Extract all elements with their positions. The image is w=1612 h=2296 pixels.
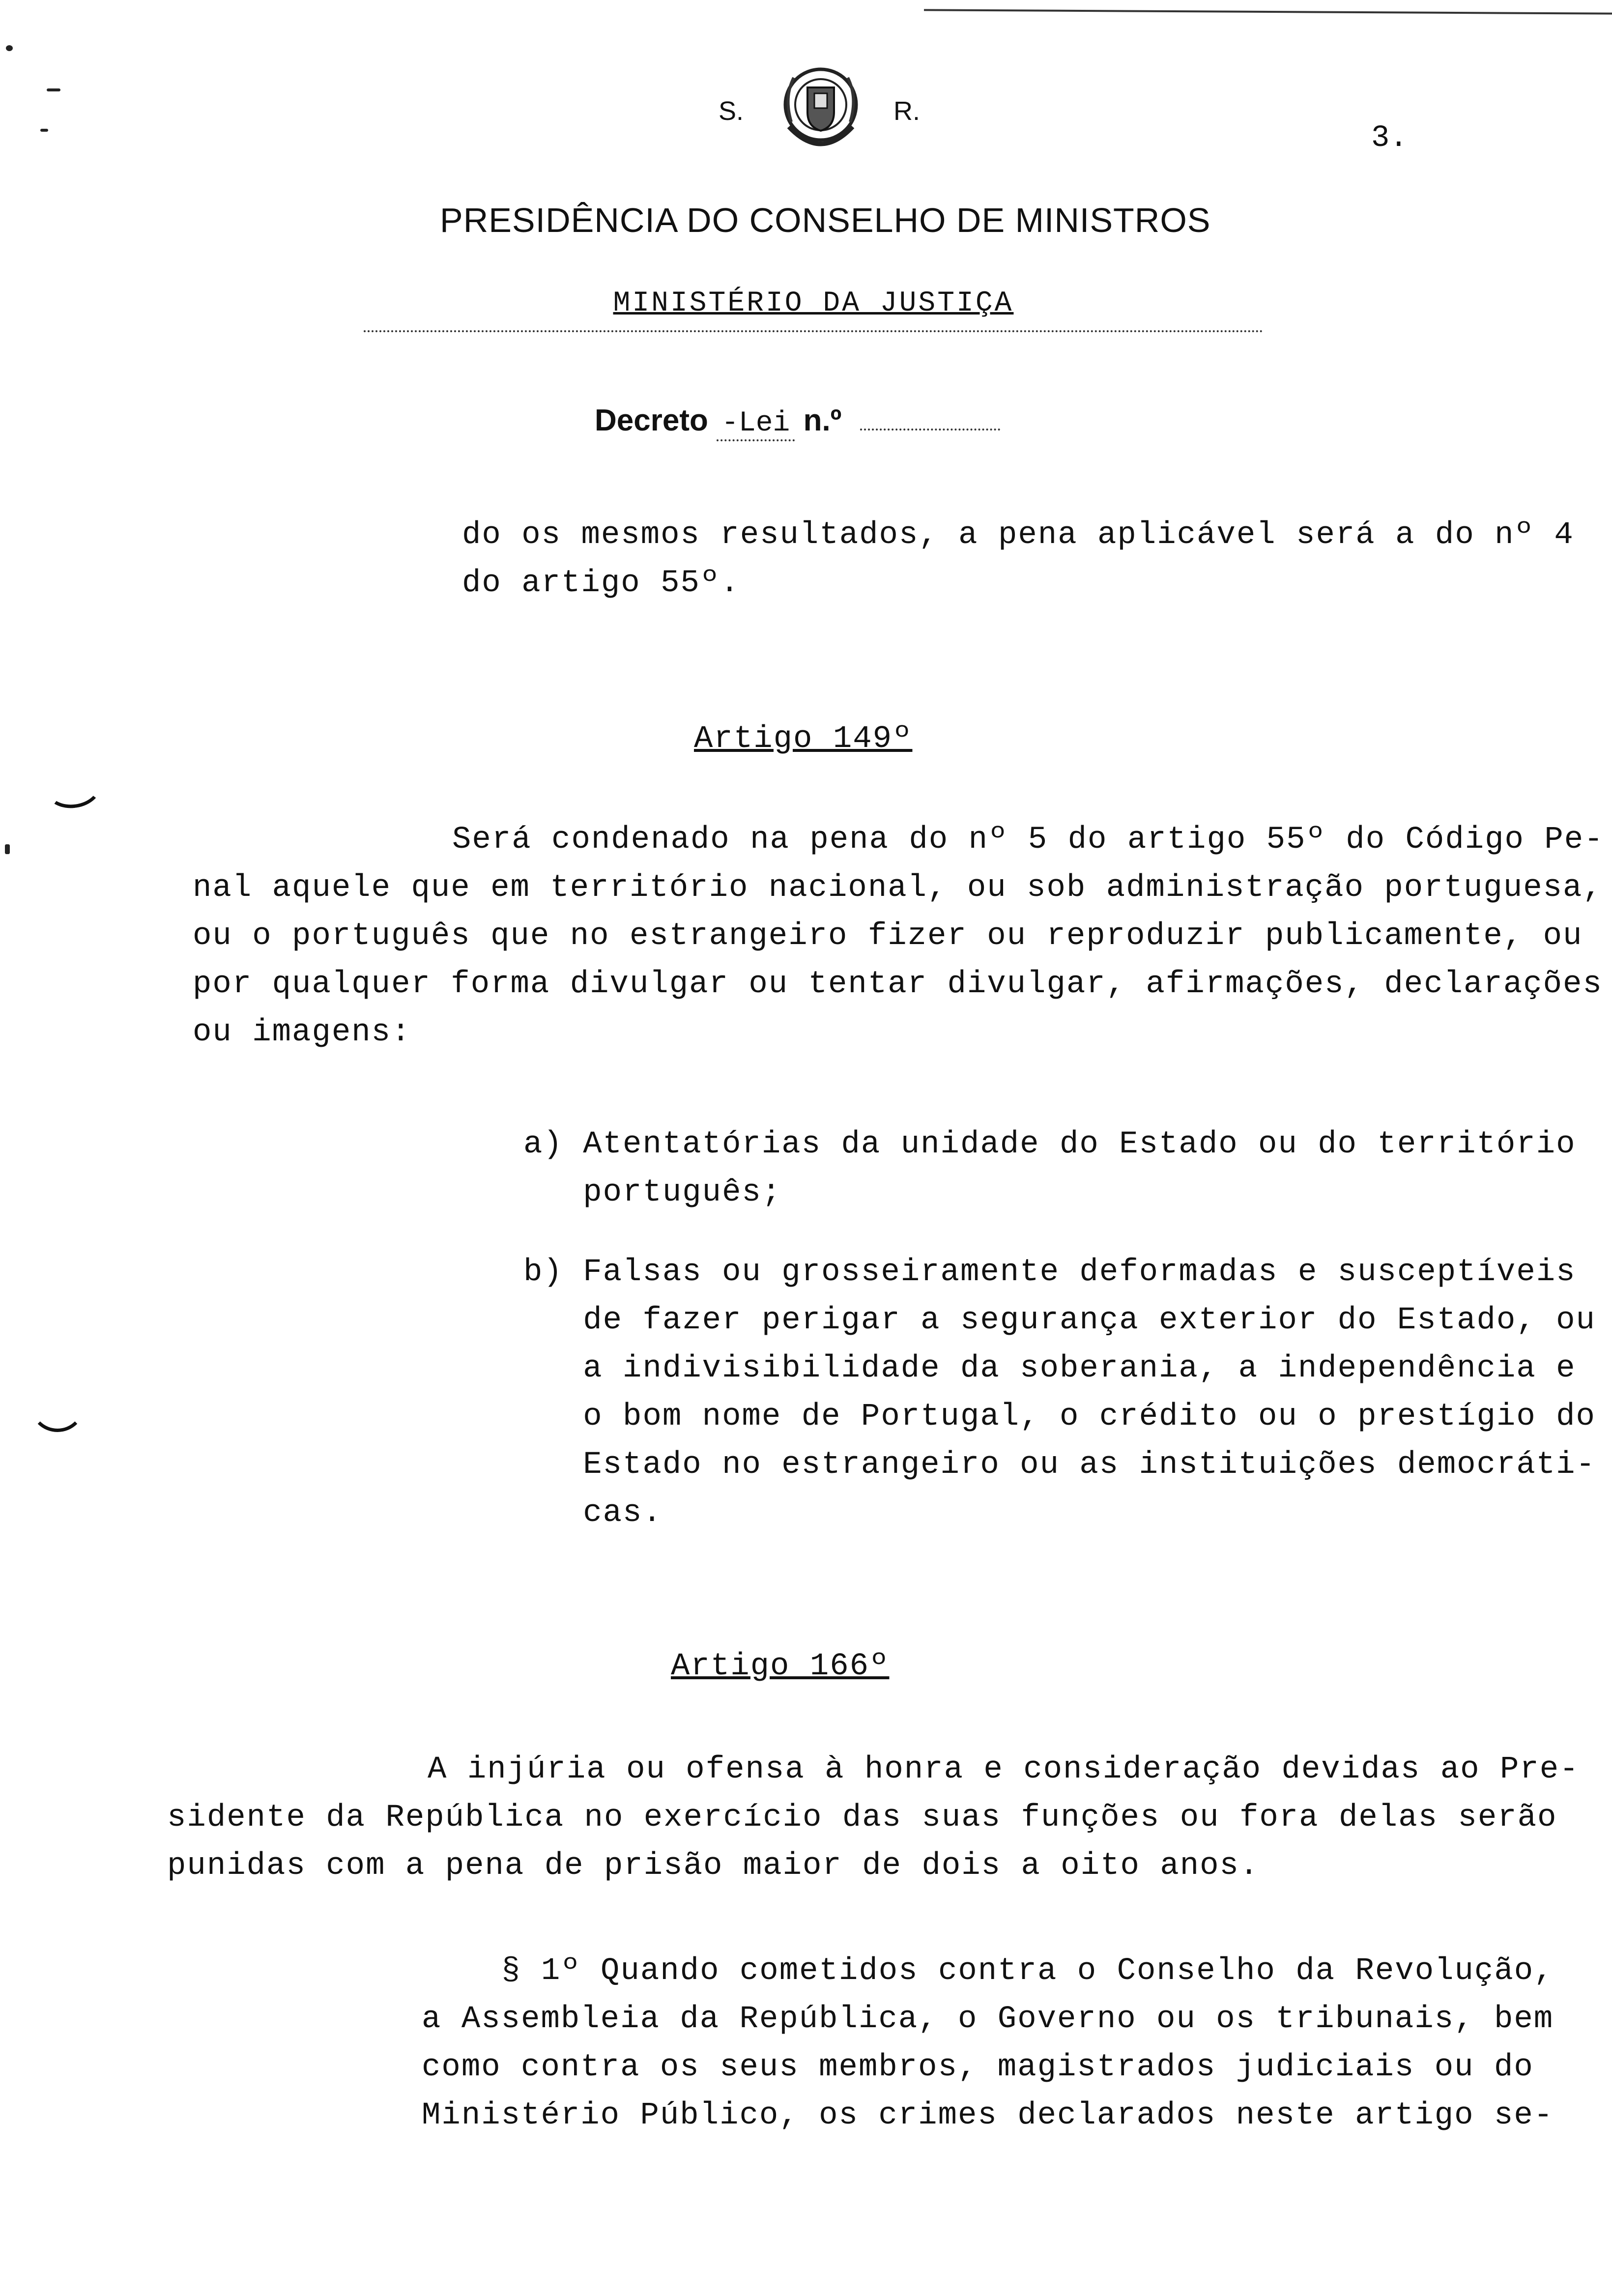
s-letter: S. (719, 96, 744, 126)
text-line: A injúria ou ofensa à honra e consideração devidas ao Pre- (428, 1752, 1580, 1787)
scan-speck (47, 88, 60, 91)
presidencia-heading: PRESIDÊNCIA DO CONSELHO DE MINISTROS (440, 201, 1211, 239)
text-line: sidente da República no exercício das suas funções ou fora delas serão (167, 1800, 1557, 1836)
intro-paragraph (462, 511, 1574, 607)
text-line: português; (523, 1175, 782, 1210)
scan-speck (5, 844, 10, 854)
decreto-fill-value: -Lei (717, 407, 795, 441)
text-line: punidas com a pena de prisão maior de dois a oito anos. (167, 1848, 1260, 1884)
text-line: nal aquele que em território nacional, ou sob administração portuguesa, (193, 870, 1603, 906)
decreto-number-blank (860, 424, 1000, 430)
artigo-166-paragraph (167, 1794, 1557, 1890)
text-line: do artigo 55º. (462, 566, 740, 601)
artigo-149-paragraph (193, 864, 1603, 1057)
text-line: ou imagens: (193, 1015, 411, 1050)
text-line: a indivisibilidade da soberania, a independência e (523, 1351, 1576, 1386)
top-border-line (924, 9, 1612, 14)
page-number: 3. (1371, 120, 1408, 155)
ministerio-dotted-line (364, 330, 1263, 332)
text-line: ou o português que no estrangeiro fizer ou reproduzir publicamente, ou (193, 918, 1583, 954)
r-letter: R. (893, 96, 920, 126)
text-line: b) Falsas ou grosseiramente deformadas e susceptíveis (523, 1255, 1576, 1290)
text-line: o bom nome de Portugal, o crédito ou o prestígio do (523, 1399, 1596, 1435)
text-line: como contra os seus membros, magistrados judiciais ou do (422, 2050, 1534, 2085)
artigo-166-paragraph-first (428, 1746, 1580, 1794)
coat-of-arms-seal (769, 58, 872, 161)
artigo-166-heading: Artigo 166º (671, 1649, 890, 1684)
artigo-149-item-b (523, 1248, 1596, 1537)
decreto-label: Decreto (595, 403, 708, 437)
artigo-149-heading: Artigo 149º (694, 721, 913, 757)
artigo-166-section-1-first (501, 1947, 1554, 1995)
text-line: cas. (523, 1495, 662, 1531)
punch-hole-mark (29, 1376, 86, 1432)
text-line: § 1º Quando cometidos contra o Conselho da Revolução, (501, 1953, 1554, 1989)
scan-speck (40, 129, 48, 132)
ministerio-heading: MINISTÉRIO DA JUSTIÇA (613, 287, 1014, 319)
decreto-number-label: n.º (803, 403, 842, 437)
artigo-149-item-a (523, 1120, 1576, 1217)
text-line: de fazer perigar a segurança exterior do Estado, ou (523, 1303, 1596, 1338)
text-line: Ministério Público, os crimes declarados neste artigo se- (422, 2098, 1554, 2133)
decreto-line (595, 403, 1000, 439)
text-line: a) Atentatórias da unidade do Estado ou do território (523, 1127, 1576, 1162)
text-line: a Assembleia da República, o Governo ou os tribunais, bem (422, 2002, 1554, 2037)
text-line: Será condenado na pena do nº 5 do artigo 55º do Código Pe- (452, 822, 1604, 858)
punch-hole-mark (43, 763, 104, 811)
artigo-166-section-1 (422, 1995, 1554, 2140)
text-line: do os mesmos resultados, a pena aplicável será a do nº 4 (462, 517, 1574, 553)
text-line: Estado no estrangeiro ou as instituições democráti- (523, 1447, 1596, 1483)
scan-speck (6, 45, 13, 51)
artigo-149-paragraph-first (452, 816, 1604, 864)
text-line: por qualquer forma divulgar ou tentar divulgar, afirmações, declarações (193, 967, 1603, 1002)
